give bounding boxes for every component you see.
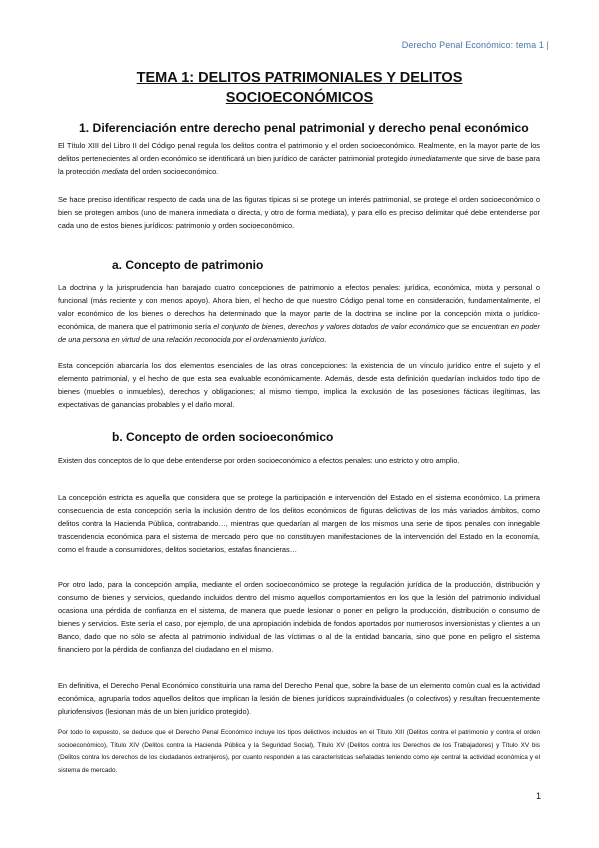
title-line-2: SOCIOECONÓMICOS <box>225 90 374 106</box>
subsection-b-paragraph-4: En definitiva, el Derecho Penal Económico constituiría una rama del Derecho Penal que, sobre la base de un elemento común cual es la actividad económica, agruparía todos aquellos delitos que implican la lesión de bienes jurídicos supraindividuales (o colectivos) y resultan frecuentemente pluriofensivos (lesionan más de un bien jurídico protegido). <box>58 681 540 716</box>
subsection-a-paragraph-2: Esta concepción abarcaría los dos elementos esenciales de las otras concepciones: la existencia de un vínculo jurídico entre el sujeto y el elemento patrimonial, y el hecho de que esta sea evaluable económicamente. Además, desde esta definición quedarían incluidos todo tipo de bienes (muebles o inmuebles), derechos y obligaciones; al mismo tiempo, implica la exclusión de las posesiones fácticas ilegítimas, las expectativas de ganancias probables y el daño moral. <box>58 361 540 409</box>
subsection-a-paragraph-1: La doctrina y la jurisprudencia han barajado cuatro concepciones de patrimonio a efectos penales: jurídica, económica, mixta y personal o funcional (más reciente y con menos apoyo). Ahora bien, el hecho de que nuestro Código penal tome en consideración, fundamentalmente, el valor económico de los bienes o derechos ha determinado que la mayor parte de la doctrina se incline por la concepción mixta o jurídico-económica, de manera que el patrimonio sería el conjunto de bienes, derechos y valores dotados de valor económico que se encuentran en poder de una persona en virtud de una relación reconocida por el ordenamiento jurídico. <box>58 283 541 344</box>
subsection-b-paragraph-5: Por todo lo expuesto, se deduce que el Derecho Penal Económico incluye los tipos delictivos incluidos en el Título XIII (Delitos contra el patrimonio y contra el orden socioeconómico), Título XIV (Delitos contra la Hacienda Pública y la Seguridad Social), Título XV (Delitos contra los Derechos de los Trabajadores) y Título XV bis (Delitos contra los derechos de los ciudadanos extranjeros), por cuanto responden a las características señaladas teniendo como eje central la actividad económica y el sistema de mercado. <box>58 729 540 774</box>
document-title <box>0 68 599 108</box>
subsection-b-paragraph-3: Por otro lado, para la concepción amplia, mediante el orden socioeconómico se protege la regulación jurídica de la producción, distribución y consumo de bienes y servicios, quedando incluidos dentro del mismo aquellos comportamientos en los que la lesión del patrimonio individual ocasiona una pérdida de confianza en el sistema, de manera que puede lesionar o poner en peligro la producción, distribución o consumo de bienes y servicios. Este sería el caso, por ejemplo, de una apropiación indebida de fondos aportados por numerosos inversionistas y clientes a un Banco, dado que no sólo se afecta al patrimonio individual de las víctimas o al de la entidad bancaria, sino que pone en peligro el sistema financiero por la pérdida de confianza del ciudadano en el mismo. <box>58 580 540 654</box>
title-line-1: TEMA 1: DELITOS PATRIMONIALES Y DELITOS <box>136 70 463 86</box>
subsection-b-heading: b. Concepto de orden socioeconómico <box>112 430 334 444</box>
running-header: Derecho Penal Económico: tema 1 | <box>401 40 549 50</box>
page-number: 1 <box>535 791 541 801</box>
subsection-b-paragraph-2: La concepción estricta es aquella que considera que se protege la participación e intervención del Estado en el sistema económico. La primera consecuencia de esta concepción sería la inclusión dentro de los delitos económicos de figuras delictivas de los más variados ámbitos, como delitos contra la Hacienda Pública, contrabando…, mientras que quedarían al margen de los mismos una serie de tipos penales con innegable trascendencia económica para el sistema de mercado pero que no constituyen manifestaciones de la intervención del Estado en la economía, como el fraude a consumidores, delitos societarios, estafas financieras… <box>58 493 540 554</box>
section-1-paragraph-2: Se hace preciso identificar respecto de cada una de las figuras típicas si se protege un interés patrimonial, se protege el orden socioeconómico o bien se protegen ambos (uno de manera inmediata o directa, y otro de forma mediata), y para ello es preciso delimitar qué debe entenderse por cada uno de estos bienes jurídicos: patrimonio y orden socioeconómico. <box>58 195 540 230</box>
subsection-a-heading: a. Concepto de patrimonio <box>112 258 264 272</box>
section-1-heading: 1. Diferenciación entre derecho penal patrimonial y derecho penal económico <box>79 121 529 135</box>
section-1-paragraph-1: El Título XIII del Libro II del Código penal regula los delitos contra el patrimonio y el orden socioeconómico. Realmente, en la mayor parte de los delitos pertenecientes al orden económico se identificará un bien jurídico de carácter patrimonial protegido inmediatamente que sirve de base para la protección mediata del orden socioeconómico. <box>58 141 540 176</box>
subsection-b-paragraph-1: Existen dos conceptos de lo que debe entenderse por orden socioeconómico a efectos penales: uno estricto y otro amplio. <box>58 456 460 465</box>
